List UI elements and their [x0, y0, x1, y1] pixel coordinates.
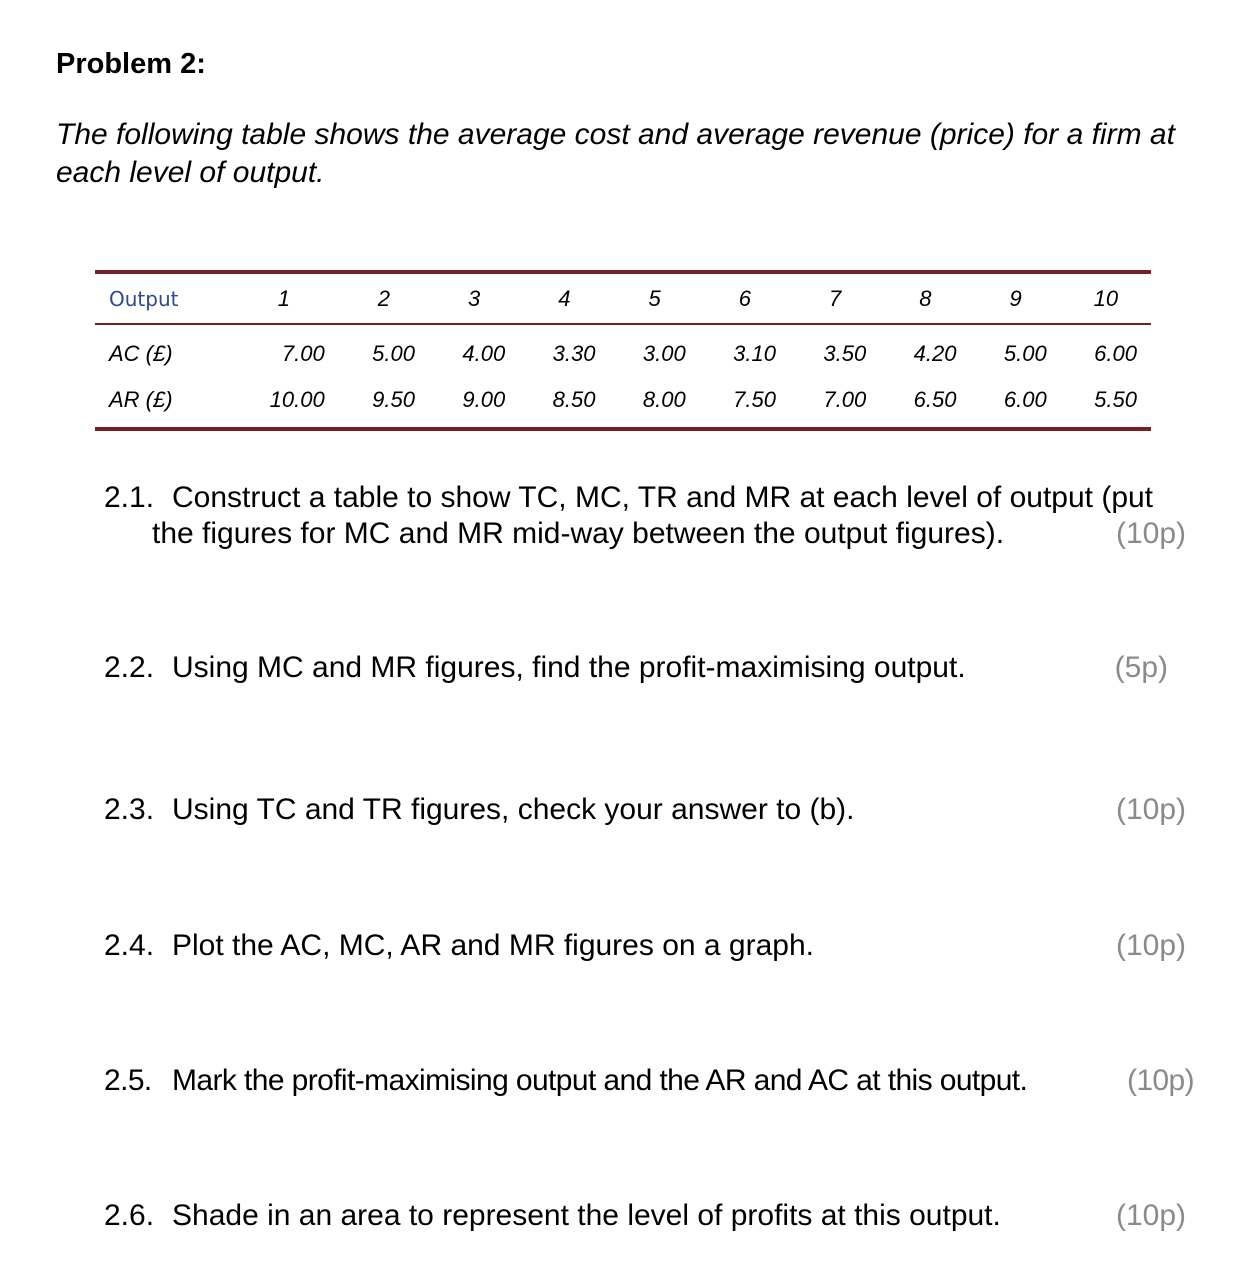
question-number: 2.4. — [104, 929, 155, 962]
output-cell: 3 — [429, 272, 519, 324]
question-points: (10p) — [1115, 929, 1186, 962]
question-number: 2.6. — [104, 1199, 155, 1232]
question-text: Using TC and TR figures, check your answer to (b). — [172, 793, 855, 826]
ar-cell: 7.00 — [823, 387, 867, 412]
table-row-ac — [95, 324, 1151, 377]
question-text: Shade in an area to represent the level of profits at this output. — [172, 1199, 1001, 1232]
question-number: 2.2. — [104, 651, 155, 684]
ar-cell: 5.50 — [1094, 387, 1137, 412]
output-cell: 5 — [609, 272, 699, 324]
ar-cell: 10.00 — [269, 387, 325, 412]
ar-cell: 7.50 — [733, 387, 776, 412]
ar-cell: 6.00 — [1003, 387, 1047, 412]
question-2-6 — [104, 1198, 1194, 1234]
output-header-label: Output — [95, 272, 229, 324]
question-text-continued: the figures for MC and MR mid-way between the output figures). — [152, 517, 1005, 550]
ac-cell: 5.00 — [372, 341, 415, 366]
question-2-4 — [104, 928, 1194, 964]
output-cell: 1 — [229, 272, 339, 324]
output-cell: 10 — [1061, 272, 1151, 324]
ar-cell: 8.00 — [642, 387, 686, 412]
ac-cell: 7.00 — [281, 341, 325, 366]
row-label-ac: AC (£) — [109, 341, 173, 366]
ac-cell: 4.20 — [913, 341, 957, 366]
output-cell: 6 — [700, 272, 790, 324]
question-text: Construct a table to show TC, MC, TR and MR at each level of output (put — [172, 481, 1154, 514]
row-label-ar: AR (£) — [109, 387, 173, 412]
output-cell: 7 — [790, 272, 880, 324]
question-points: (10p) — [1115, 793, 1186, 826]
ar-cell: 9.00 — [462, 387, 506, 412]
ar-cell: 8.50 — [552, 387, 596, 412]
ac-cell: 3.30 — [552, 341, 596, 366]
question-number: 2.1. — [104, 481, 155, 514]
problem-title: Problem 2: — [56, 48, 206, 80]
question-text: Mark the profit-maximising output and the AR and AC at this output. — [172, 1064, 1028, 1097]
table-row-ar — [95, 377, 1151, 429]
ac-cell: 3.50 — [823, 341, 867, 366]
question-2-2 — [104, 650, 1194, 686]
question-points: (5p) — [1114, 651, 1168, 684]
output-cell: 2 — [339, 272, 429, 324]
question-number: 2.5. — [104, 1064, 152, 1097]
output-cell: 8 — [880, 272, 970, 324]
question-text: Using MC and MR figures, find the profit-maximising output. — [172, 651, 966, 684]
ar-cell: 6.50 — [913, 387, 957, 412]
output-cell: 9 — [970, 272, 1060, 324]
ac-cell: 5.00 — [1003, 341, 1047, 366]
table-header-row — [95, 272, 1151, 324]
ac-cell: 6.00 — [1094, 341, 1137, 366]
ac-cell: 4.00 — [462, 341, 506, 366]
question-points: (10p) — [1115, 517, 1186, 550]
ar-cell: 9.50 — [372, 387, 415, 412]
problem-intro: The following table shows the average cost and average revenue (price) for a firm at each level of output. — [56, 118, 1175, 189]
cost-revenue-table — [95, 270, 1151, 431]
question-2-1 — [104, 480, 1194, 552]
question-points: (10p) — [1115, 1199, 1186, 1232]
question-number: 2.3. — [104, 793, 155, 826]
output-cell: 4 — [519, 272, 609, 324]
question-2-3 — [104, 792, 1194, 828]
question-2-5 — [104, 1063, 1194, 1099]
ac-cell: 3.00 — [642, 341, 686, 366]
question-points: (10p) — [1126, 1064, 1194, 1097]
question-text: Plot the AC, MC, AR and MR figures on a graph. — [172, 929, 814, 962]
ac-cell: 3.10 — [733, 341, 776, 366]
